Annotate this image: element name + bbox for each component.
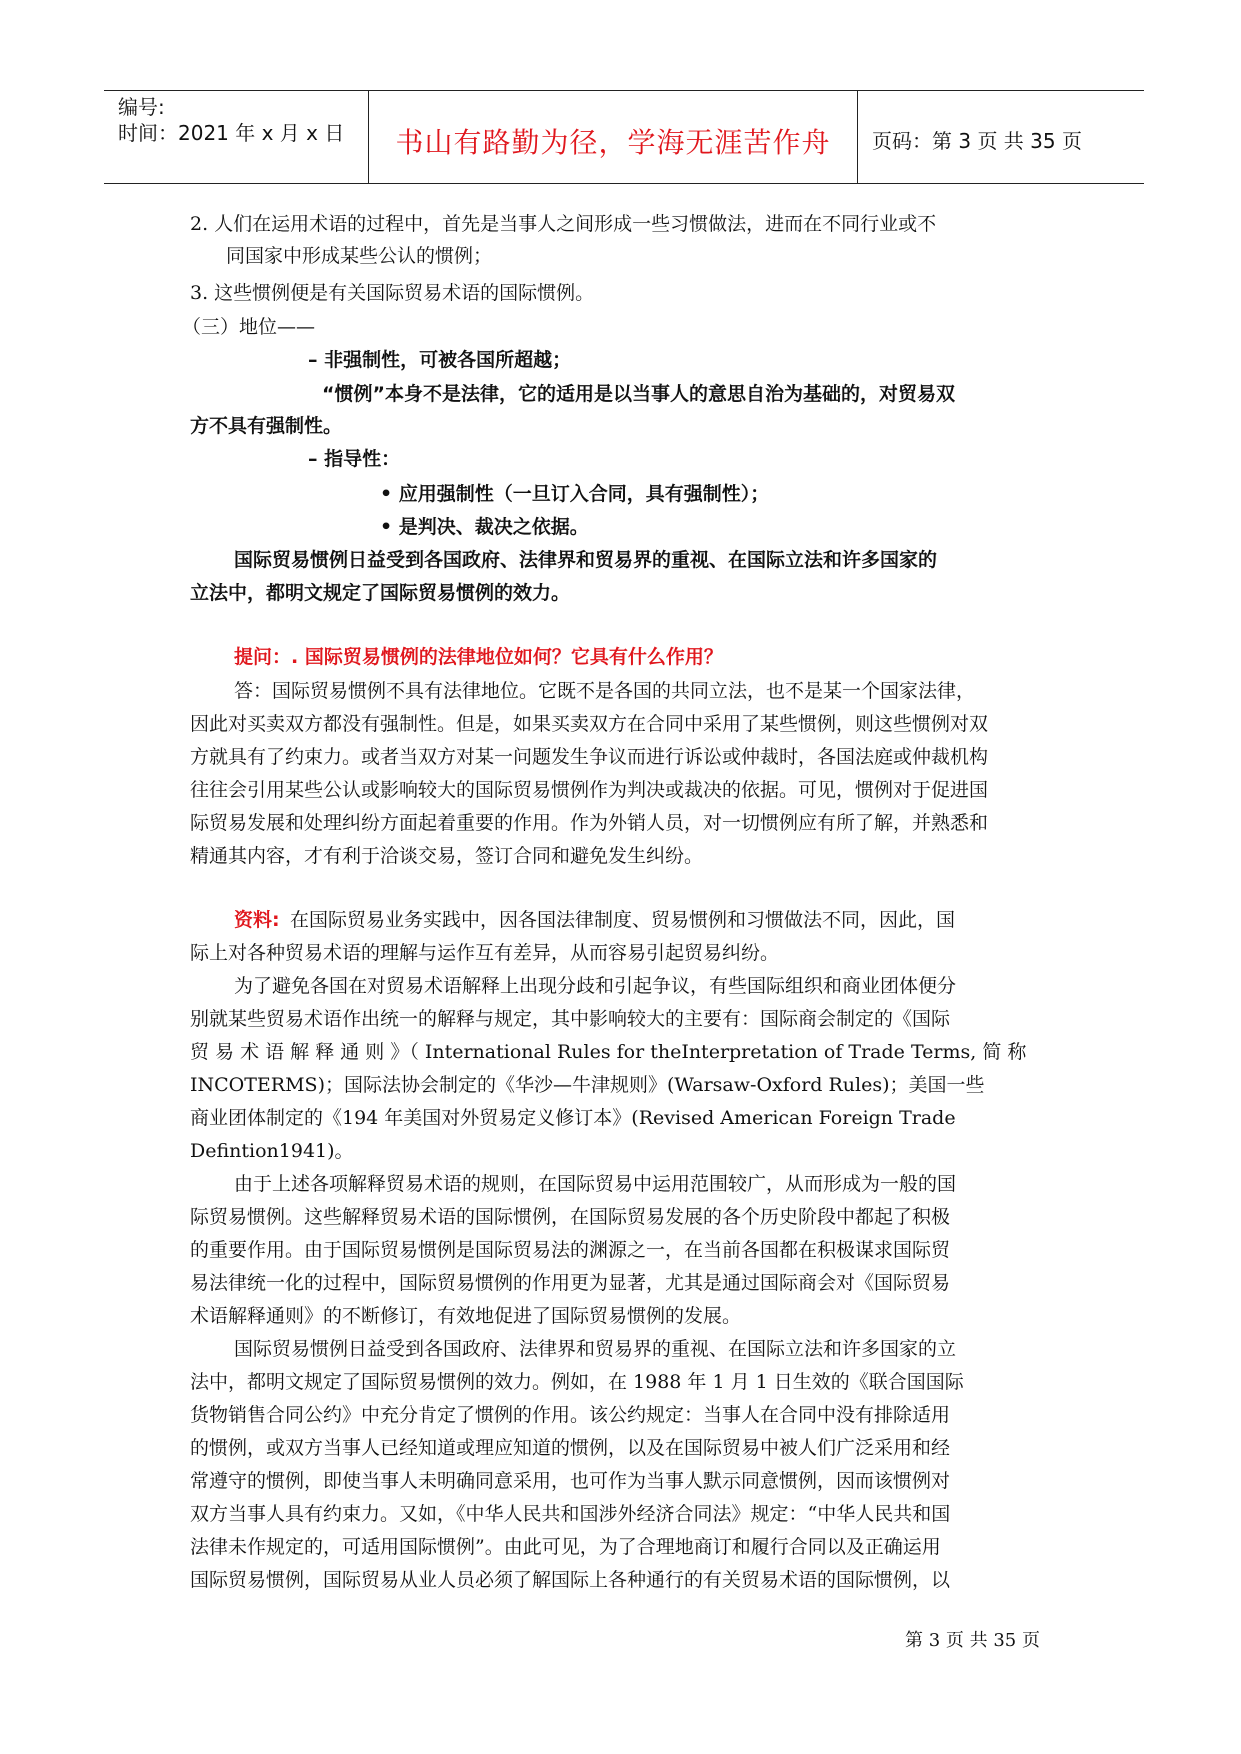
bold-line: “惯例”本身不是法律，它的适用是以当事人的意思自治为基础的，对贸易双: [322, 383, 955, 405]
reference-line: 常遵守的惯例，即使当事人未明确同意采用，也可作为当事人默示同意惯例，因而该惯例对: [190, 1470, 951, 1492]
bold-point: – 非强制性，可被各国所超越；: [308, 349, 572, 371]
document-time-label: 时间：2021 年 x 月 x 日: [118, 121, 345, 145]
header-info-cell: [104, 91, 368, 183]
reference-line: 易法律统一化的过程中，国际贸易惯例的作用更为显著，尤其是通过国际商会对《国际贸易: [190, 1272, 951, 1294]
reference-line: 国际贸易惯例日益受到各国政府、法律界和贸易界的重视、在国际立法和许多国家的立: [234, 1338, 957, 1360]
reference-line: 的重要作用。由于国际贸易惯例是国际贸易法的渊源之一，在当前各国都在积极谋求国际贸: [190, 1239, 951, 1261]
reference-line: 法律未作规定的，可适用国际惯例”。由此可见，为了合理地商订和履行合同以及正确运用: [190, 1536, 941, 1558]
answer-line: 答：国际贸易惯例不具有法律地位。它既不是各国的共同立法，也不是某一个国家法律，: [234, 680, 976, 702]
reference-line: 法中，都明文规定了国际贸易惯例的效力。例如，在 1988 年 1 月 1 日生效的《联合国国际: [190, 1371, 964, 1393]
section-heading: （三）地位——: [182, 316, 316, 338]
reference-line: 在国际贸易业务实践中，因各国法律制度、贸易惯例和习惯做法不同，因此，国: [290, 909, 956, 931]
page-footer: 第 3 页 共 35 页: [905, 1630, 1040, 1651]
reference-line: 际贸易惯例。这些解释贸易术语的国际惯例，在国际贸易发展的各个历史阶段中都起了积极: [190, 1206, 951, 1228]
page-header: [104, 90, 1144, 184]
bold-line: 立法中，都明文规定了国际贸易惯例的效力。: [190, 582, 571, 604]
reference-line: 际上对各种贸易术语的理解与运作互有差异，从而容易引起贸易纠纷。: [190, 942, 780, 964]
reference-line: 国际贸易惯例，国际贸易从业人员必须了解国际上各种通行的有关贸易术语的国际惯例，以: [190, 1569, 951, 1591]
header-page-label: 页码：第 3 页 共 35 页: [872, 129, 1082, 153]
reference-line: 别就某些贸易术语作出统一的解释与规定，其中影响较大的主要有：国际商会制定的《国际: [190, 1008, 951, 1030]
reference-line: 商业团体制定的《194 年美国对外贸易定义修订本》(Revised American Foreign Trade: [190, 1107, 956, 1129]
body-line: 同国家中形成某些公认的惯例；: [226, 245, 493, 267]
header-page-cell: [858, 91, 1144, 183]
question-line: 提问：. 国际贸易惯例的法律地位如何？它具有什么作用？: [234, 646, 723, 668]
bold-line: 方不具有强制性。: [190, 415, 343, 437]
header-motto-cell: [368, 91, 858, 183]
bold-line: 国际贸易惯例日益受到各国政府、法律界和贸易界的重视、在国际立法和许多国家的: [234, 549, 938, 571]
answer-line: 往往会引用某些公认或影响较大的国际贸易惯例作为判决或裁决的依据。可见，惯例对于促进国: [190, 779, 989, 801]
reference-line: 术语解释通则》的不断修订，有效地促进了国际贸易惯例的发展。: [190, 1305, 742, 1327]
reference-line: 为了避免各国在对贸易术语解释上出现分歧和引起争议，有些国际组织和商业团体便分: [234, 975, 957, 997]
body-line: 2. 人们在运用术语的过程中，首先是当事人之间形成一些习惯做法，进而在不同行业或不: [190, 213, 937, 235]
document-number-label: 编号:: [118, 95, 165, 119]
reference-line: INCOTERMS)；国际法协会制定的《华沙—牛津规则》(Warsaw-Oxford Rules)；美国一些: [190, 1074, 985, 1096]
answer-line: 因此对买卖双方都没有强制性。但是，如果买卖双方在合同中采用了某些惯例，则这些惯例对双: [190, 713, 989, 735]
reference-line: 双方当事人具有约束力。又如，《中华人民共和国涉外经济合同法》规定：“中华人民共和国: [190, 1503, 951, 1525]
bold-bullet: • 是判决、裁决之依据。: [380, 516, 589, 538]
reference-label: 资料:: [234, 909, 280, 931]
answer-line: 际贸易发展和处理纠纷方面起着重要的作用。作为外销人员，对一切惯例应有所了解，并熟悉和: [190, 812, 989, 834]
answer-line: 精通其内容，才有利于洽谈交易，签订合同和避免发生纠纷。: [190, 845, 704, 867]
reference-line: 货物销售合同公约》中充分肯定了惯例的作用。该公约规定：当事人在合同中没有排除适用: [190, 1404, 951, 1426]
answer-line: 方就具有了约束力。或者当双方对某一问题发生争议而进行诉讼或仲裁时，各国法庭或仲裁机构: [190, 746, 989, 768]
reference-line: 贸 易 术 语 解 释 通 则 》（ International Rules for theInterpretation of Trade Terms, 简 称: [190, 1041, 1027, 1063]
bold-point: – 指导性：: [308, 448, 401, 470]
header-motto: 书山有路勤为径，学海无涯苦作舟: [395, 126, 831, 159]
bold-bullet: • 应用强制性（一旦订入合同，具有强制性）；: [380, 483, 770, 505]
reference-line: 由于上述各项解释贸易术语的规则，在国际贸易中运用范围较广，从而形成为一般的国: [234, 1173, 957, 1195]
reference-line: Defintion1941)。: [190, 1140, 354, 1162]
reference-line: 的惯例，或双方当事人已经知道或理应知道的惯例，以及在国际贸易中被人们广泛采用和经: [190, 1437, 951, 1459]
body-line: 3. 这些惯例便是有关国际贸易术语的国际惯例。: [190, 282, 595, 304]
